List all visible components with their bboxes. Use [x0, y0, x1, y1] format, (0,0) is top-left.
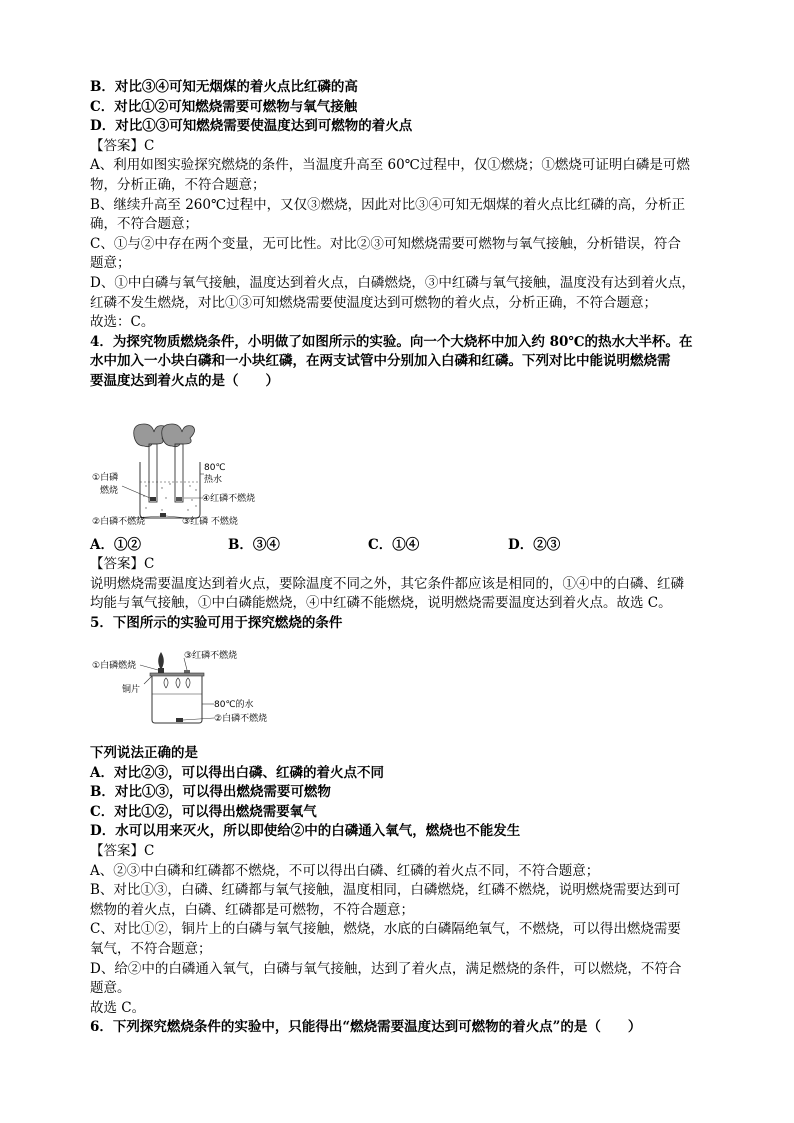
fig1-label-1b: 燃烧: [100, 486, 119, 496]
text-line: D、给②中的白磷通入氧气，白磷与氧气接触，达到了着火点，满足燃烧的条件，可以燃烧，不符合: [90, 960, 682, 977]
fig1-label-3: ③红磷 不燃烧: [182, 517, 238, 527]
q4-option-c: C．①④: [368, 537, 420, 553]
fig1-label-temp: 80℃: [204, 463, 226, 473]
text-line: B、继续升高至 260℃过程中，又仅③燃烧，因此对比③④可知无烟煤的着火点比红磷的高，分析正: [90, 196, 686, 213]
text-line: C．对比①②可知燃烧需要可燃物与氧气接触: [90, 98, 358, 115]
text-line: 要温度达到着火点的是（ ）: [90, 373, 279, 389]
text-line: 6．下列探究燃烧条件的实验中，只能得出“燃烧需要温度达到可燃物的着火点”的是（ ）: [90, 1019, 642, 1036]
text-line: 4．为探究物质燃烧条件，小明做了如图所示的实验。向一个大烧杯中加入约 80℃的热水大半杯。在: [90, 333, 693, 350]
text-line: B．对比①③，可以得出燃烧需要可燃物: [90, 784, 331, 801]
text-line: 燃物的着火点，白磷、红磷都是可燃物，不符合题意；: [90, 901, 414, 918]
text-line: 【答案】C: [90, 843, 155, 859]
text-line: 【答案】C: [90, 556, 155, 572]
text-line: C．对比①②，可以得出燃烧需要氧气: [90, 803, 317, 820]
text-line: 氧气，不符合题意；: [90, 941, 212, 957]
figure-copper-plate: [92, 648, 272, 726]
text-line: D．水可以用来灭火，所以即使给②中的白磷通入氧气，燃烧也不能发生: [90, 823, 521, 840]
text-line: 红磷不发生燃烧，对比①③可知燃烧需要使温度达到可燃物的着火点，分析正确，不符合题意；: [90, 294, 657, 311]
text-line: C、①与②中存在两个变量，无可比性。对比②③可知燃烧需要可燃物与氧气接触，分析错误，符合: [90, 235, 681, 252]
text-line: 故选：C。: [90, 314, 155, 331]
text-line: D、①中白磷与氧气接触，温度达到着火点，白磷燃烧，③中红磷与氧气接触，温度没有达到着火点，: [90, 275, 695, 291]
fig2-label-cu: 铜片: [122, 685, 141, 695]
copper-plate-diagram: [92, 648, 272, 726]
text-line: D．对比①③可知燃烧需要使温度达到可燃物的着火点: [90, 118, 413, 135]
text-line: 故选 C。: [90, 999, 146, 1016]
text-line: 确，不符合题意；: [90, 216, 198, 233]
text-line: A．对比②③，可以得出白磷、红磷的着火点不同: [90, 764, 384, 781]
text-line: 说明燃烧需要温度达到着火点，要除温度不同之外，其它条件都应该是相同的，①④中的白磷、红磷: [90, 575, 684, 592]
text-line: 物，分析正确，不符合题意；: [90, 177, 266, 193]
text-line: B、对比①③，白磷、红磷都与氧气接触，温度相同，白磷燃烧，红磷不燃烧，说明燃烧需要达到可: [90, 882, 681, 899]
fig2-label-1: ①白磷燃烧: [92, 661, 137, 671]
text-line: 5．下图所示的实验可用于探究燃烧的条件: [90, 614, 343, 631]
beaker-diagram: [92, 418, 272, 530]
q4-option-a: A．①②: [90, 537, 141, 553]
figure-beaker-test-tubes: [92, 418, 272, 530]
text-line: 水中加入一小块白磷和一小块红磷，在两支试管中分别加入白磷和红磷。下列对比中能说明燃烧需: [90, 353, 671, 370]
fig1-label-2: ②白磷不燃烧: [92, 517, 146, 527]
text-line: 题意。: [90, 980, 131, 997]
q4-option-d: D．②③: [508, 537, 561, 553]
fig1-label-1a: ①白磷: [92, 473, 119, 483]
text-line: B．对比③④可知无烟煤的着火点比红磷的高: [90, 79, 358, 95]
text-line: 均能与氧气接触，①中白磷能燃烧，④中红磷不能燃烧，说明燃烧需要温度达到着火点。故选 C。: [90, 595, 672, 612]
text-line: C、对比①②，铜片上的白磷与氧气接触，燃烧，水底的白磷隔绝氧气，不燃烧，可以得出燃烧需要: [90, 921, 681, 938]
text-line: 【答案】C: [90, 137, 155, 154]
q4-option-b: B．③④: [228, 537, 280, 553]
fig1-label-water: 热水: [204, 475, 223, 485]
fig2-label-water: 80℃的水: [214, 700, 254, 710]
text-line: A、②③中白磷和红磷都不燃烧，不可以得出白磷、红磷的着火点不同，不符合题意；: [90, 862, 600, 879]
fig2-label-3: ③红磷不燃烧: [184, 651, 238, 661]
fig1-label-4: ④红磷不燃烧: [202, 494, 256, 504]
text-line: A、利用如图实验探究燃烧的条件，当温度升高至 60℃过程中，仅①燃烧；①燃烧可证明白磷是可燃: [90, 157, 690, 174]
text-line: 下列说法正确的是: [90, 745, 198, 761]
text-line: 题意；: [90, 255, 131, 272]
fig2-label-2: ②白磷不燃烧: [214, 714, 268, 724]
